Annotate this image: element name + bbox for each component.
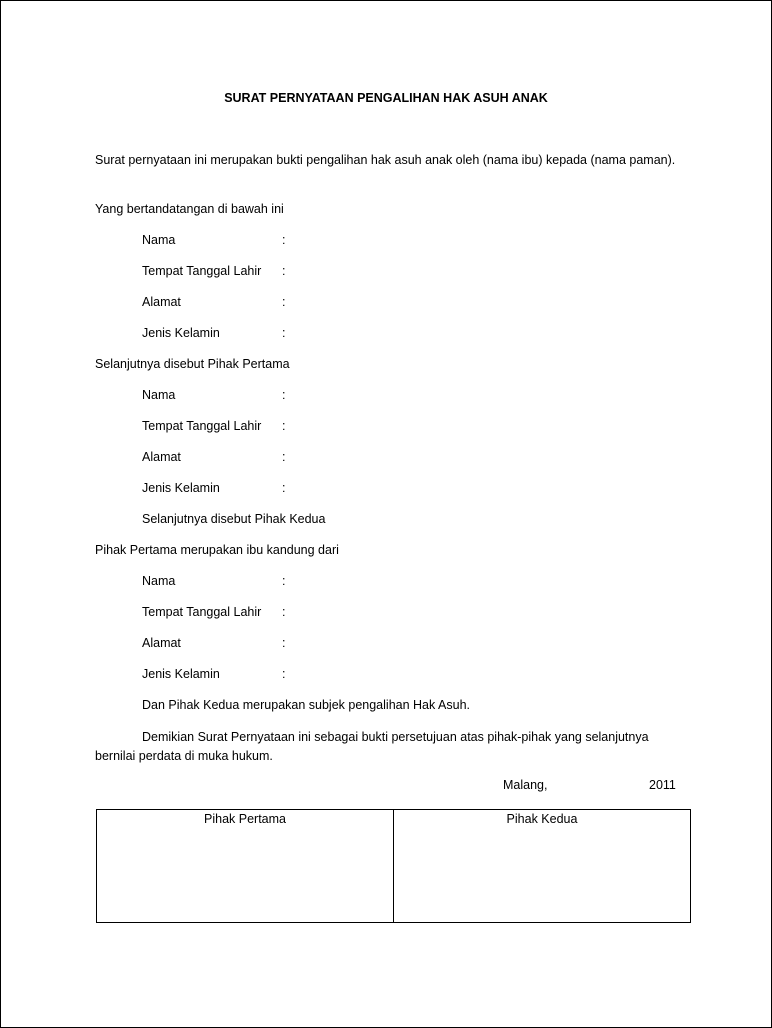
field-colon: :: [282, 667, 286, 681]
signature-cell-pihak-kedua: [394, 810, 691, 923]
signature-label: Pihak Kedua: [506, 812, 578, 826]
field-colon: :: [282, 233, 286, 247]
subject-statement: Dan Pihak Kedua merupakan subjek pengalihan Hak Asuh.: [142, 698, 470, 712]
year-label: 2011: [649, 778, 676, 792]
signature-table: [96, 809, 691, 923]
field-colon: :: [282, 388, 286, 402]
signature-label: Pihak Pertama: [204, 812, 286, 826]
field-colon: :: [282, 481, 286, 495]
field-colon: :: [282, 419, 286, 433]
field-colon: :: [282, 326, 286, 340]
party1-designation: Selanjutnya disebut Pihak Pertama: [95, 357, 290, 371]
field-colon: :: [282, 574, 286, 588]
field-label: Jenis Kelamin: [142, 326, 220, 340]
closing-paragraph: Demikian Surat Pernyataan ini sebagai bukti persetujuan atas pihak-pihak yang selanjutnya bernilai perdata di muka hukum.: [95, 730, 649, 763]
intro-paragraph: Surat pernyataan ini merupakan bukti pengalihan hak asuh anak oleh (nama ibu) kepada (nama paman).: [95, 153, 676, 167]
field-colon: :: [282, 450, 286, 464]
field-label: Alamat: [142, 295, 181, 309]
field-label: Nama: [142, 388, 176, 402]
field-label: Tempat Tanggal Lahir: [142, 264, 262, 278]
field-colon: :: [282, 636, 286, 650]
field-label: Tempat Tanggal Lahir: [142, 605, 262, 619]
field-label: Alamat: [142, 636, 181, 650]
party2-designation: Selanjutnya disebut Pihak Kedua: [142, 512, 326, 526]
field-label: Nama: [142, 574, 176, 588]
field-label: Tempat Tanggal Lahir: [142, 419, 262, 433]
field-label: Nama: [142, 233, 176, 247]
field-colon: :: [282, 264, 286, 278]
field-label: Jenis Kelamin: [142, 481, 220, 495]
field-label: Jenis Kelamin: [142, 667, 220, 681]
undersigned-line: Yang bertandatangan di bawah ini: [95, 202, 284, 216]
field-colon: :: [282, 605, 286, 619]
field-colon: :: [282, 295, 286, 309]
place-label: Malang,: [503, 778, 548, 792]
signature-cell-pihak-pertama: [97, 810, 394, 923]
document-title: SURAT PERNYATAAN PENGALIHAN HAK ASUH ANAK: [224, 91, 548, 105]
child-intro-line: Pihak Pertama merupakan ibu kandung dari: [95, 543, 339, 557]
field-label: Alamat: [142, 450, 181, 464]
